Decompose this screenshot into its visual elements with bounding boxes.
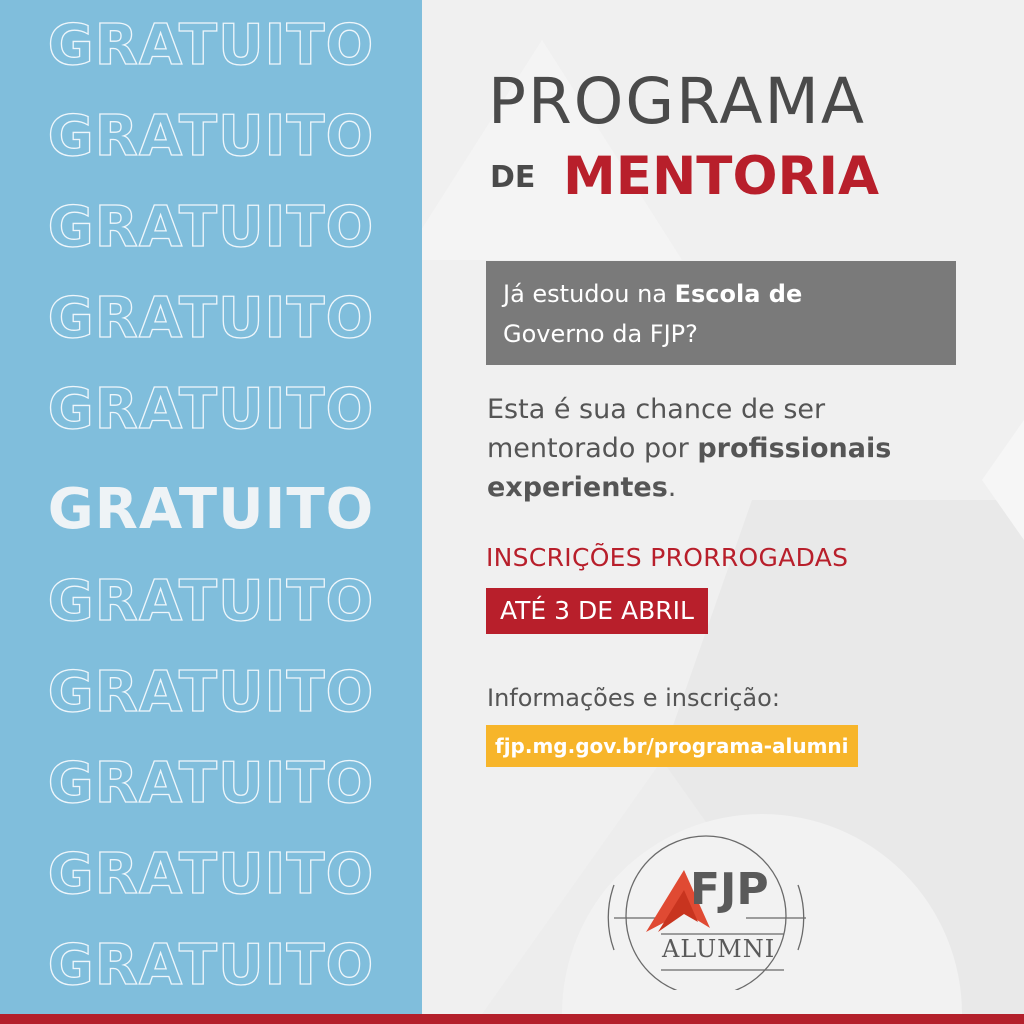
description-end: .	[667, 472, 677, 503]
gratuito-outline-word: GRATUITO	[47, 842, 375, 907]
question-text: Já estudou na	[503, 280, 675, 308]
gratuito-outline-word: GRATUITO	[47, 377, 375, 442]
deadline-date-badge: ATÉ 3 DE ABRIL	[486, 588, 708, 634]
bottom-accent-bar	[0, 1014, 1024, 1024]
description-bold2: experientes	[487, 472, 668, 503]
gratuito-outline-word: GRATUITO	[47, 933, 375, 998]
title-mentoria: MENTORIA	[563, 146, 880, 207]
deadline-heading: INSCRIÇÕES PRORROGADAS	[486, 543, 849, 572]
gratuito-solid-word: GRATUITO	[47, 477, 375, 542]
gratuito-outline-word: GRATUITO	[47, 286, 375, 351]
gratuito-outline-word: GRATUITO	[47, 13, 375, 78]
question-box	[486, 261, 956, 365]
info-label: Informações e inscrição:	[487, 684, 780, 712]
logo-fjp-text: FJP	[690, 864, 769, 915]
gratuito-outline-word: GRATUITO	[47, 104, 375, 169]
gratuito-outline-word: GRATUITO	[47, 660, 375, 725]
description-line1: Esta é sua chance de ser	[487, 394, 826, 425]
program-link[interactable]: fjp.mg.gov.br/programa-alumni	[486, 725, 858, 767]
gratuito-outline-word: GRATUITO	[47, 751, 375, 816]
description	[487, 390, 1007, 507]
gratuito-panel	[0, 0, 422, 1014]
question-text-line2: Governo da FJP?	[503, 320, 698, 348]
description-line2: mentorado por	[487, 433, 698, 464]
question-bold: Escola de	[674, 280, 803, 308]
logo-alumni-text: ALUMNI	[662, 935, 776, 963]
gratuito-outline-word: GRATUITO	[47, 195, 375, 260]
title-de: DE	[490, 160, 536, 195]
gratuito-outline-word: GRATUITO	[47, 569, 375, 634]
title-programa: PROGRAMA	[488, 65, 866, 138]
description-bold1: profissionais	[697, 433, 892, 464]
